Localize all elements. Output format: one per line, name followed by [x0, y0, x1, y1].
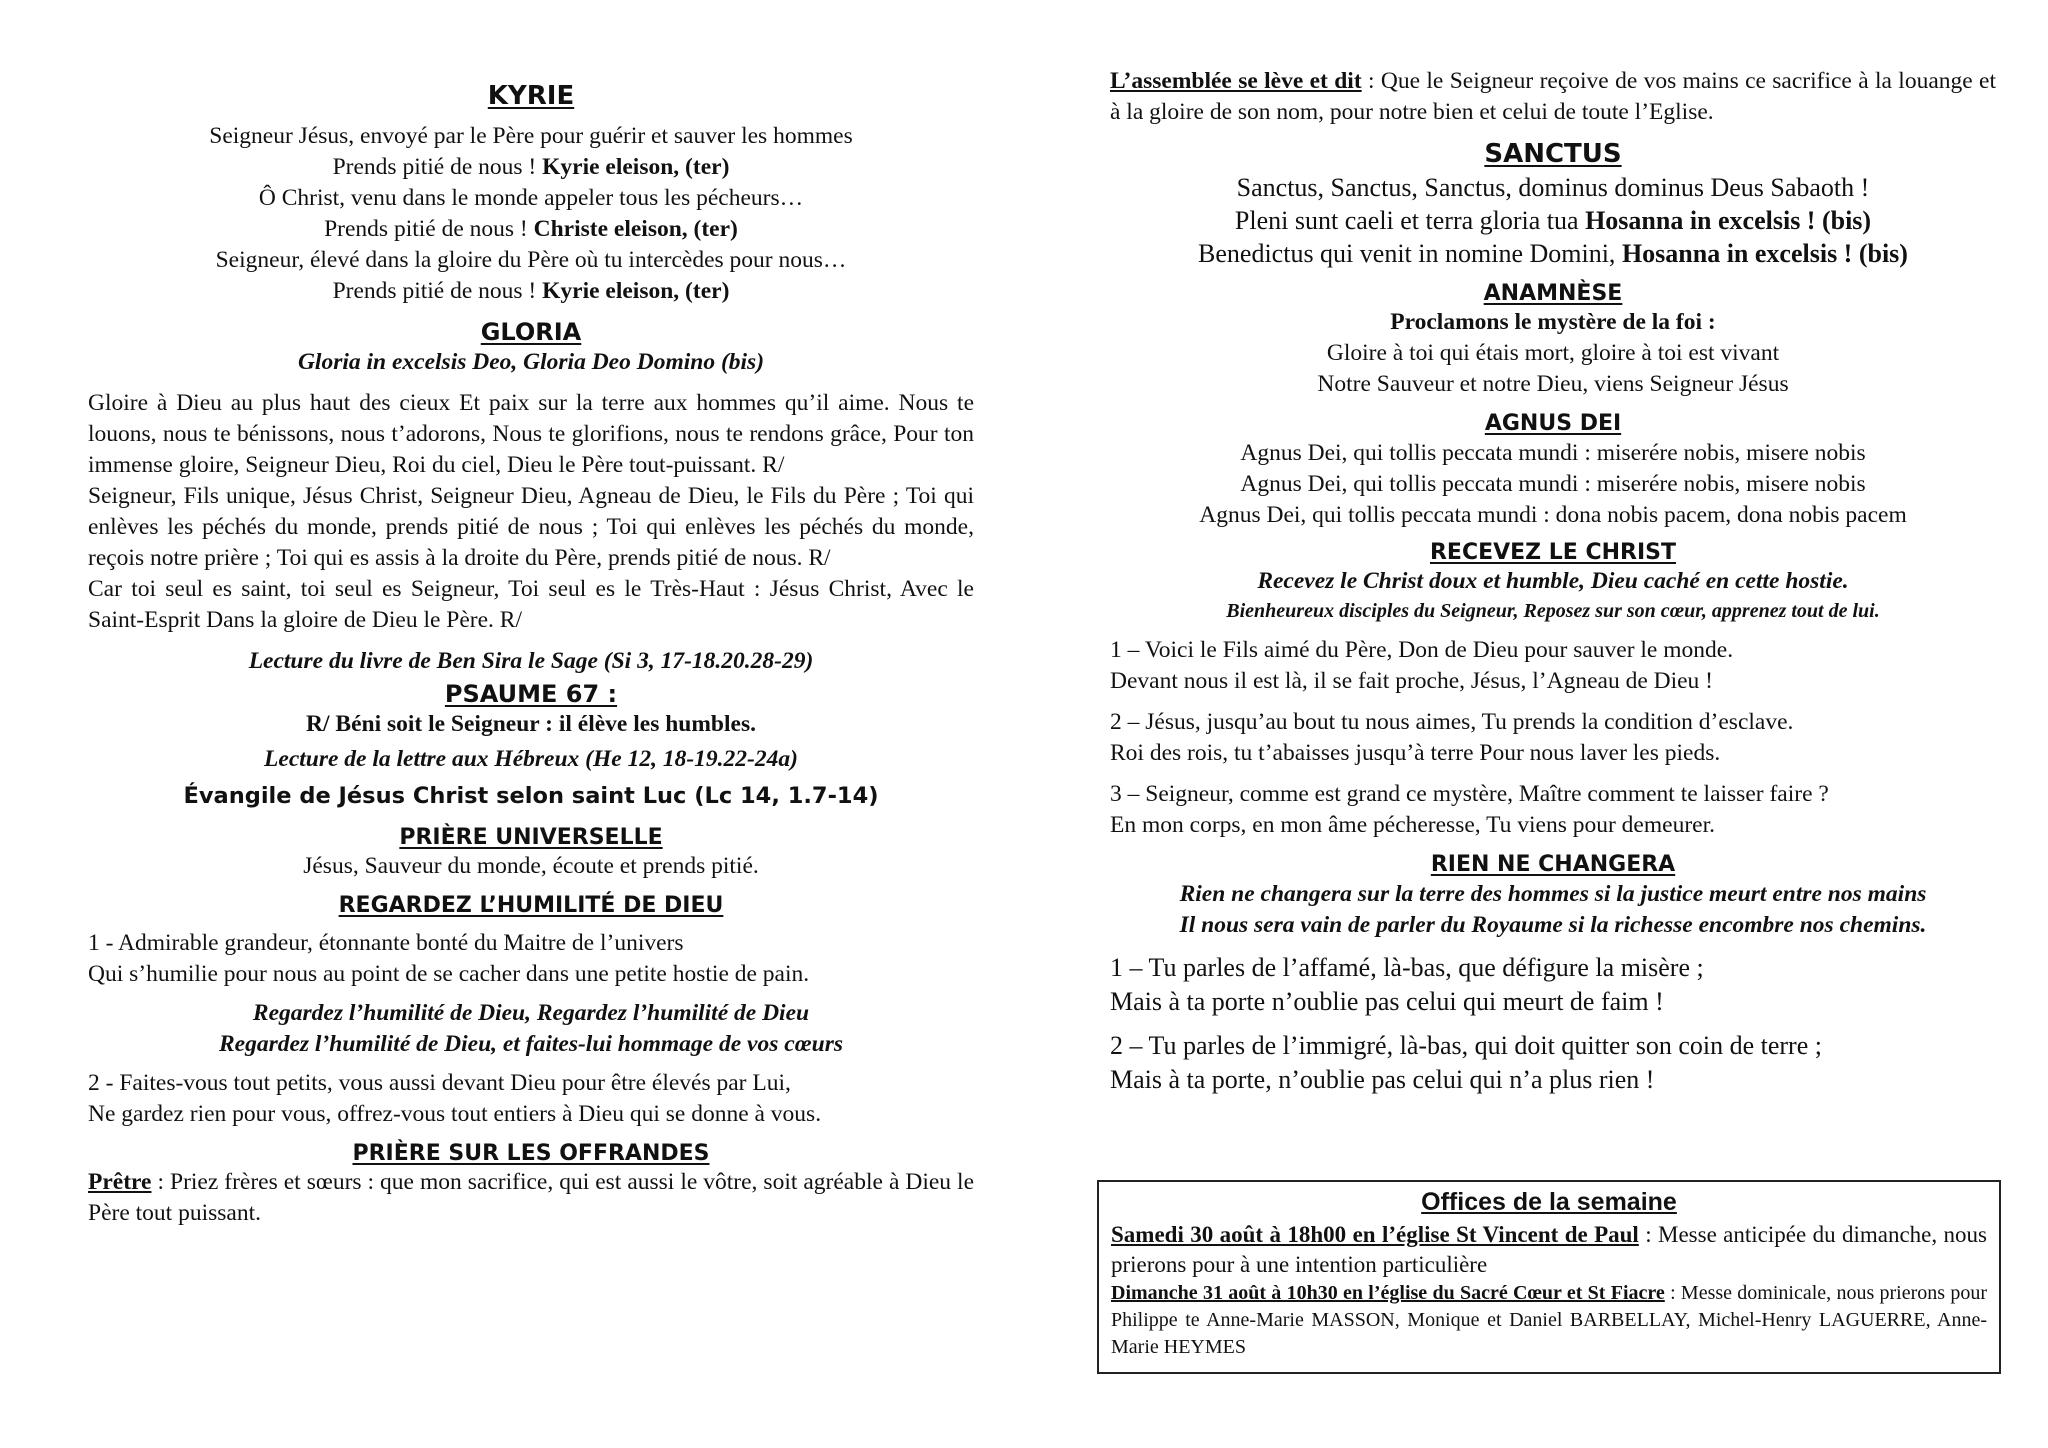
offices-box	[1097, 1180, 2001, 1374]
anamnese-line-2: Notre Sauveur et notre Dieu, viens Seigneur Jésus	[1317, 371, 1789, 397]
offices-entry-2-when: Dimanche 31 août à 10h30 en l’église du Sacré Cœur et St Fiacre	[1111, 1282, 1665, 1304]
psalm-section	[88, 679, 974, 740]
recevez-section	[1110, 539, 1996, 842]
offices-entry-1: Samedi 30 août à 18h00 en l’église St Vincent de Paul : Messe anticipée du dimanche, nous prierons pour à une intention particulière	[1111, 1222, 1987, 1277]
offrandes-text: Prêtre : Priez frères et sœurs : que mon sacrifice, qui est aussi le vôtre, soit agréable à Dieu le Père tout puissant.	[88, 1169, 974, 1226]
humilite-verse-1b: Qui s’humilie pour nous au point de se cacher dans une petite hostie de pain.	[88, 960, 810, 987]
offices-title: Offices de la semaine	[1421, 1188, 1677, 1216]
recevez-verse-1a: 1 – Voici le Fils aimé du Père, Don de Dieu pour sauver le monde.	[1110, 637, 1734, 663]
rien-verse-1a: 1 – Tu parles de l’affamé, là-bas, que défigure la misère ;	[1110, 952, 1704, 982]
gloria-paragraph-3: Car toi seul es saint, toi seul es Seigneur, Toi seul es le Très-Haut : Jésus Christ, Avec le Saint-Esprit Dans la gloire de Dieu le Père. R/	[88, 575, 974, 633]
kyrie-section	[88, 80, 974, 307]
humilite-refrain-2: Regardez l’humilité de Dieu, et faites-lui hommage de vos cœurs	[218, 1030, 844, 1057]
priere-universelle-title: PRIÈRE UNIVERSELLE	[399, 824, 663, 850]
gloria-paragraph-1: Gloire à Dieu au plus haut des cieux Et paix sur la terre aux hommes qu’il aime. Nous te louons, nous te bénissons, nous t’adorons, Nous te glorifions, nous te rendons grâce, Pour ton immense gloire, Seigneur Dieu, Roi du ciel, Dieu le Père tout-puissant. R/	[88, 389, 974, 478]
gospel-reference: Évangile de Jésus Christ selon saint Luc (Lc 14, 1.7-14)	[183, 782, 879, 809]
anamnese-line-1: Gloire à toi qui étais mort, gloire à toi est vivant	[1326, 340, 1780, 366]
gloria-section	[88, 317, 974, 636]
humilite-refrain-1: Regardez l’humilité de Dieu, Regardez l’humilité de Dieu	[252, 999, 810, 1026]
humilite-verse-2b: Ne gardez rien pour vous, offrez-vous tout entiers à Dieu qui se donne à vous.	[88, 1100, 822, 1127]
sanctus-title: SANCTUS	[1484, 139, 1622, 169]
sanctus-line-1: Sanctus, Sanctus, Sanctus, dominus dominus Deus Sabaoth !	[1236, 172, 1870, 202]
rien-section	[1110, 851, 1996, 1097]
anamnese-title: ANAMNÈSE	[1483, 280, 1623, 306]
rien-refrain-2: Il nous sera vain de parler du Royaume si la richesse encombre nos chemins.	[1179, 911, 1927, 938]
second-reading: Lecture de la lettre aux Hébreux (He 12, 18-19.22-24a)	[264, 745, 798, 772]
anamnese-section	[1110, 280, 1996, 401]
rien-verse-1b: Mais à ta porte n’oublie pas celui qui meurt de faim !	[1110, 986, 1664, 1016]
agnus-title: AGNUS DEI	[1484, 411, 1622, 436]
recevez-title: RECEVEZ LE CHRIST	[1429, 539, 1677, 565]
recevez-verse-2b: Roi des rois, tu t’abaisses jusqu’à terre Pour nous laver les pieds.	[1110, 740, 1721, 766]
rien-verse-2a: 2 – Tu parles de l’immigré, là-bas, qui doit quitter son coin de terre ;	[1110, 1030, 1822, 1060]
recevez-verse-3b: En mon corps, en mon âme pécheresse, Tu viens pour demeurer.	[1110, 812, 1715, 838]
anamnese-intro: Proclamons le mystère de la foi :	[1390, 309, 1716, 335]
priere-universelle-section	[88, 824, 974, 883]
offrandes-title: PRIÈRE SUR LES OFFRANDES	[352, 1140, 710, 1166]
agnus-line: Agnus Dei, qui tollis peccata mundi : miserére nobis, misere nobis	[1240, 470, 1866, 497]
gloria-paragraph-2: Seigneur, Fils unique, Jésus Christ, Seigneur Dieu, Agneau de Dieu, le Fils du Père ; Toi qui enlèves les péchés du monde, prends pitié de nous ; Toi qui enlèves les péchés du monde, reçois notre prière ; Toi qui es assis à la droite du Père, prends pitié de nous. R/	[88, 482, 974, 571]
gloria-refrain: Gloria in excelsis Deo, Gloria Deo Domino (bis)	[297, 348, 765, 375]
humilite-verse-1a: 1 - Admirable grandeur, étonnante bonté du Maitre de l’univers	[88, 929, 684, 956]
recevez-verse-1b: Devant nous il est là, il se fait proche, Jésus, l’Agneau de Dieu !	[1110, 668, 1714, 694]
kyrie-line: Ô Christ, venu dans le monde appeler tous les pécheurs…	[258, 184, 804, 211]
recevez-refrain-2: Bienheureux disciples du Seigneur, Reposez sur son cœur, apprenez tout de lui.	[1226, 600, 1880, 622]
kyrie-line: Prends pitié de nous ! Kyrie eleison, (ter)	[332, 277, 730, 304]
kyrie-line: Prends pitié de nous ! Kyrie eleison, (ter)	[332, 153, 730, 180]
humilite-title: REGARDEZ L’HUMILITÉ DE DIEU	[338, 893, 724, 918]
sanctus-section	[1110, 138, 1996, 270]
psalm-refrain: R/ Béni soit le Seigneur : il élève les humbles.	[306, 710, 756, 737]
humilite-section	[88, 892, 974, 1130]
rien-verse-2b: Mais à ta porte, n’oublie pas celui qui n’a plus rien !	[1110, 1064, 1655, 1094]
offrandes-section	[88, 1140, 974, 1230]
kyrie-line: Prends pitié de nous ! Christe eleison, (ter)	[324, 215, 738, 242]
offices-entry-1-when: Samedi 30 août à 18h00 en l’église St Vincent de Paul	[1111, 1222, 1639, 1247]
rien-refrain-1: Rien ne changera sur la terre des hommes si la justice meurt entre nos mains	[1179, 880, 1927, 907]
agnus-line: Agnus Dei, qui tollis peccata mundi : dona nobis pacem, dona nobis pacem	[1199, 501, 1907, 528]
sanctus-line-2: Pleni sunt caeli et terra gloria tua Hosanna in excelsis ! (bis)	[1234, 205, 1872, 235]
agnus-section	[1110, 410, 1996, 531]
kyrie-line: Seigneur Jésus, envoyé par le Père pour guérir et sauver les hommes	[209, 122, 853, 149]
recevez-refrain-1: Recevez le Christ doux et humble, Dieu caché en cette hostie.	[1257, 568, 1849, 594]
kyrie-title: KYRIE	[487, 81, 575, 111]
assemblee-text: L’assemblée se lève et dit : Que le Seigneur reçoive de vos mains ce sacrifice à la louange et à la gloire de son nom, pour notre bien et celui de toute l’Eglise.	[1110, 68, 1996, 125]
agnus-line: Agnus Dei, qui tollis peccata mundi : miserére nobis, misere nobis	[1240, 439, 1866, 466]
first-reading: Lecture du livre de Ben Sira le Sage (Si 3, 17-18.20.28-29)	[248, 647, 814, 674]
sanctus-line-3: Benedictus qui venit in nomine Domini, Hosanna in excelsis ! (bis)	[1198, 238, 1908, 268]
offices-entry-2: Dimanche 31 août à 10h30 en l’église du Sacré Cœur et St Fiacre : Messe dominicale, nous prierons pour Philippe te Anne-Marie MASSON, Monique et Daniel BARBELLAY, Michel-Henry LAGUERRE, Anne-Marie HEYMES	[1111, 1282, 1988, 1358]
recevez-verse-2a: 2 – Jésus, jusqu’au bout tu nous aimes, Tu prends la condition d’esclave.	[1110, 709, 1794, 735]
priest-label: Prêtre	[88, 1169, 152, 1195]
left-column	[88, 0, 974, 1229]
assemblee-label: L’assemblée se lève et dit	[1110, 68, 1362, 94]
humilite-verse-2a: 2 - Faites-vous tout petits, vous aussi devant Dieu pour être élevés par Lui,	[88, 1069, 791, 1096]
gloria-title: GLORIA	[480, 317, 582, 346]
right-column	[1110, 0, 1996, 1097]
psalm-title: PSAUME 67 :	[444, 679, 618, 708]
rien-title: RIEN NE CHANGERA	[1430, 852, 1676, 877]
kyrie-line: Seigneur, élevé dans la gloire du Père où tu intercèdes pour nous…	[215, 246, 847, 273]
recevez-verse-3a: 3 – Seigneur, comme est grand ce mystère, Maître comment te laisser faire ?	[1110, 781, 1829, 807]
priere-universelle-text: Jésus, Sauveur du monde, écoute et prends pitié.	[303, 853, 759, 879]
